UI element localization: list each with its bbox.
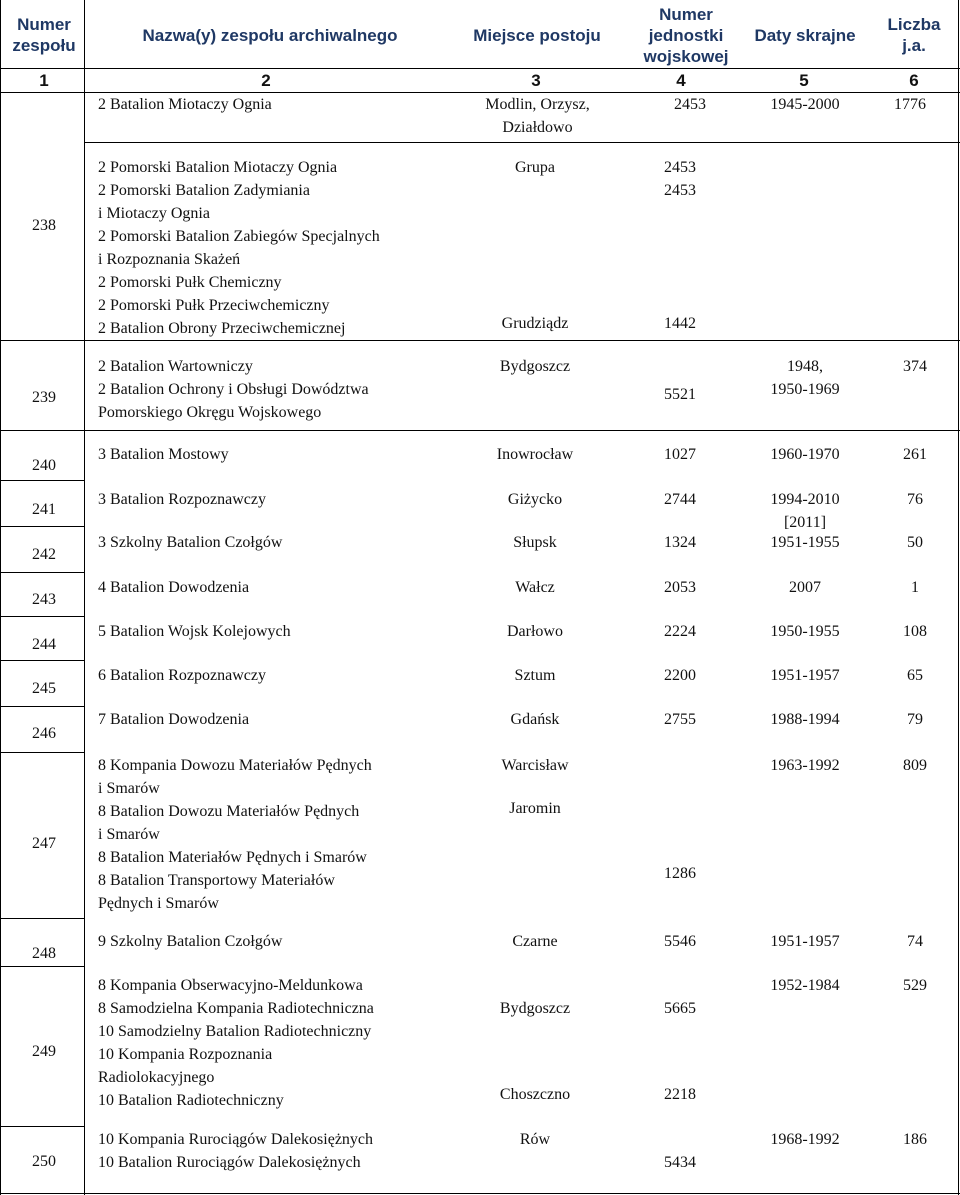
row248-name: 9 Szkolny Batalion Czołgów — [98, 933, 283, 950]
rule-240 — [0, 480, 84, 481]
rule-243 — [0, 616, 84, 617]
row249-count: 529 — [903, 977, 927, 994]
row244-place: Darłowo — [507, 623, 563, 640]
row247-nr: 247 — [32, 835, 56, 852]
row247-dates: 1963-1992 — [770, 757, 840, 774]
row241-place: Giżycko — [507, 491, 563, 508]
row240-nr: 240 — [32, 457, 56, 474]
row242-name: 3 Szkolny Batalion Czołgów — [98, 534, 283, 551]
row242-dates: 1951-1955 — [770, 534, 840, 551]
row243-place: Wałcz — [515, 579, 555, 596]
row0-count: 1776 — [894, 96, 926, 113]
rule-247 — [0, 918, 84, 919]
colnum-4: 4 — [676, 71, 686, 90]
rule-239 — [0, 430, 960, 431]
row238-unit-3: 1442 — [664, 315, 696, 332]
row239-nr: 239 — [32, 389, 56, 406]
row246-nr: 246 — [32, 725, 56, 742]
row246-dates: 1988-1994 — [770, 711, 840, 728]
row239-place: Bydgoszcz — [499, 358, 571, 375]
row0-place: Modlin, Orzysz, Działdowo — [485, 96, 590, 136]
colnum-6: 6 — [909, 71, 919, 90]
row238-nr: 238 — [32, 217, 56, 234]
row244-unit: 2224 — [664, 623, 696, 640]
row241-name: 3 Batalion Rozpoznawczy — [98, 491, 266, 508]
row240-place: Inowrocław — [496, 446, 574, 463]
row249-unit-2: 2218 — [664, 1086, 696, 1103]
header-place: Miejsce postoju — [473, 26, 601, 45]
row238-unit-2: 2453 — [664, 182, 696, 199]
row245-unit: 2200 — [664, 667, 696, 684]
row247-place-1: Warcisław — [501, 757, 569, 774]
colnum-2: 2 — [261, 71, 271, 90]
row248-dates: 1951-1957 — [770, 933, 840, 950]
row247-place-2: Jaromin — [509, 800, 561, 817]
row244-count: 108 — [903, 623, 927, 640]
row249-names: 8 Kompania Obserwacyjno-Meldunkowa 8 Samodzielna Kompania Radiotechniczna 10 Samodzielny Batalion Radiotechniczny 10 Kompania Rozpoznania Radiolokacyjnego 10 Batalion Radiotechniczny — [98, 977, 374, 1109]
row249-unit-1: 5665 — [664, 1000, 696, 1017]
vrule-left — [0, 0, 1, 1195]
rule-248 — [0, 966, 84, 967]
row238-unit-1: 2453 — [664, 159, 696, 176]
row0-name: 2 Batalion Miotaczy Ognia — [98, 96, 272, 113]
row242-count: 50 — [907, 534, 923, 551]
rule-under-first — [84, 142, 960, 143]
row243-count: 1 — [911, 579, 919, 596]
rule-bottom — [0, 1193, 960, 1194]
row0-dates: 1945-2000 — [770, 96, 840, 113]
row239-dates: 1948, 1950-1969 — [770, 358, 840, 398]
row246-count: 79 — [907, 711, 923, 728]
row248-unit: 5546 — [664, 933, 696, 950]
rule-249 — [0, 1126, 84, 1127]
row240-name: 3 Batalion Mostowy — [98, 446, 229, 463]
row245-count: 65 — [907, 667, 923, 684]
rule-top — [0, 68, 960, 69]
row250-unit: 5434 — [664, 1154, 696, 1171]
row248-nr: 248 — [32, 945, 56, 962]
rule-246 — [0, 752, 84, 753]
row243-dates: 2007 — [789, 579, 821, 596]
row241-count: 76 — [907, 491, 923, 508]
rule-238 — [0, 340, 960, 341]
row249-dates: 1952-1984 — [770, 977, 840, 994]
row241-dates: 1994-2010 [2011] — [770, 491, 840, 531]
header-name: Nazwa(y) zespołu archiwalnego — [142, 26, 398, 45]
row242-nr: 242 — [32, 546, 56, 563]
row250-place: Rów — [519, 1131, 551, 1148]
row245-place: Sztum — [514, 667, 556, 684]
row245-nr: 245 — [32, 680, 56, 697]
row249-place-2: Choszczno — [499, 1086, 571, 1103]
colnum-1: 1 — [39, 71, 49, 90]
row243-name: 4 Batalion Dowodzenia — [98, 579, 250, 596]
row249-nr: 249 — [32, 1043, 56, 1060]
row239-count: 374 — [903, 358, 927, 375]
row243-nr: 243 — [32, 591, 56, 608]
row246-place: Gdańsk — [510, 711, 560, 728]
row240-unit: 1027 — [664, 446, 696, 463]
row239-unit: 5521 — [664, 386, 696, 403]
vrule-col1 — [84, 0, 85, 1195]
row248-count: 74 — [907, 933, 923, 950]
row240-dates: 1960-1970 — [770, 446, 840, 463]
row243-unit: 2053 — [664, 579, 696, 596]
row250-dates: 1968-1992 — [770, 1131, 840, 1148]
row240-count: 261 — [903, 446, 927, 463]
rule-241 — [0, 526, 84, 527]
header-count: Liczba j.a. — [887, 15, 941, 55]
row0-unit: 2453 — [674, 96, 706, 113]
row247-count: 809 — [903, 757, 927, 774]
row250-nr: 250 — [32, 1153, 56, 1170]
row242-place: Słupsk — [513, 534, 557, 551]
colnum-5: 5 — [799, 71, 809, 90]
row246-unit: 2755 — [664, 711, 696, 728]
row241-unit: 2744 — [664, 491, 696, 508]
row245-name: 6 Batalion Rozpoznawczy — [98, 667, 266, 684]
header-nr: Numer zespołu — [12, 15, 76, 55]
row249-place-1: Bydgoszcz — [499, 1000, 571, 1017]
row250-names: 10 Kompania Rurociągów Dalekosiężnych 10 Batalion Rurociągów Dalekosiężnych — [98, 1131, 374, 1171]
rule-244 — [0, 660, 84, 661]
row247-unit: 1286 — [664, 865, 696, 882]
row239-names: 2 Batalion Wartowniczy 2 Batalion Ochrony i Obsługi Dowództwa Pomorskiego Okręgu Wojskowego — [98, 358, 369, 421]
row250-count: 186 — [903, 1131, 927, 1148]
rule-245 — [0, 706, 84, 707]
row244-dates: 1950-1955 — [770, 623, 840, 640]
row242-unit: 1324 — [664, 534, 696, 551]
row244-name: 5 Batalion Wojsk Kolejowych — [98, 623, 291, 640]
row238-place-2: Grudziądz — [501, 315, 569, 332]
row245-dates: 1951-1957 — [770, 667, 840, 684]
row244-nr: 244 — [32, 636, 56, 653]
row248-place: Czarne — [512, 933, 558, 950]
row241-nr: 241 — [32, 501, 56, 518]
row238-place-1: Grupa — [515, 159, 555, 176]
row238-names: 2 Pomorski Batalion Miotaczy Ognia 2 Pomorski Batalion Zadymiania i Miotaczy Ognia 2 Pomorski Batalion Zabiegów Specjalnych i Rozpoznania Skażeń 2 Pomorski Pułk Chemiczny 2 Pomorski Pułk Przeciwchemiczny 2 Batalion Obrony Przeciwchemicznej — [98, 159, 380, 337]
row247-names: 8 Kompania Dowozu Materiałów Pędnych i Smarów 8 Batalion Dowozu Materiałów Pędnych i Smarów 8 Batalion Materiałów Pędnych i Smarów 8 Batalion Transportowy Materiałów Pędnych i Smarów — [98, 757, 372, 912]
header-unit: Numer jednostki wojskowej — [643, 5, 729, 66]
row246-name: 7 Batalion Dowodzenia — [98, 711, 250, 728]
header-dates: Daty skrajne — [754, 26, 856, 45]
rule-242 — [0, 572, 84, 573]
colnum-3: 3 — [531, 71, 541, 90]
